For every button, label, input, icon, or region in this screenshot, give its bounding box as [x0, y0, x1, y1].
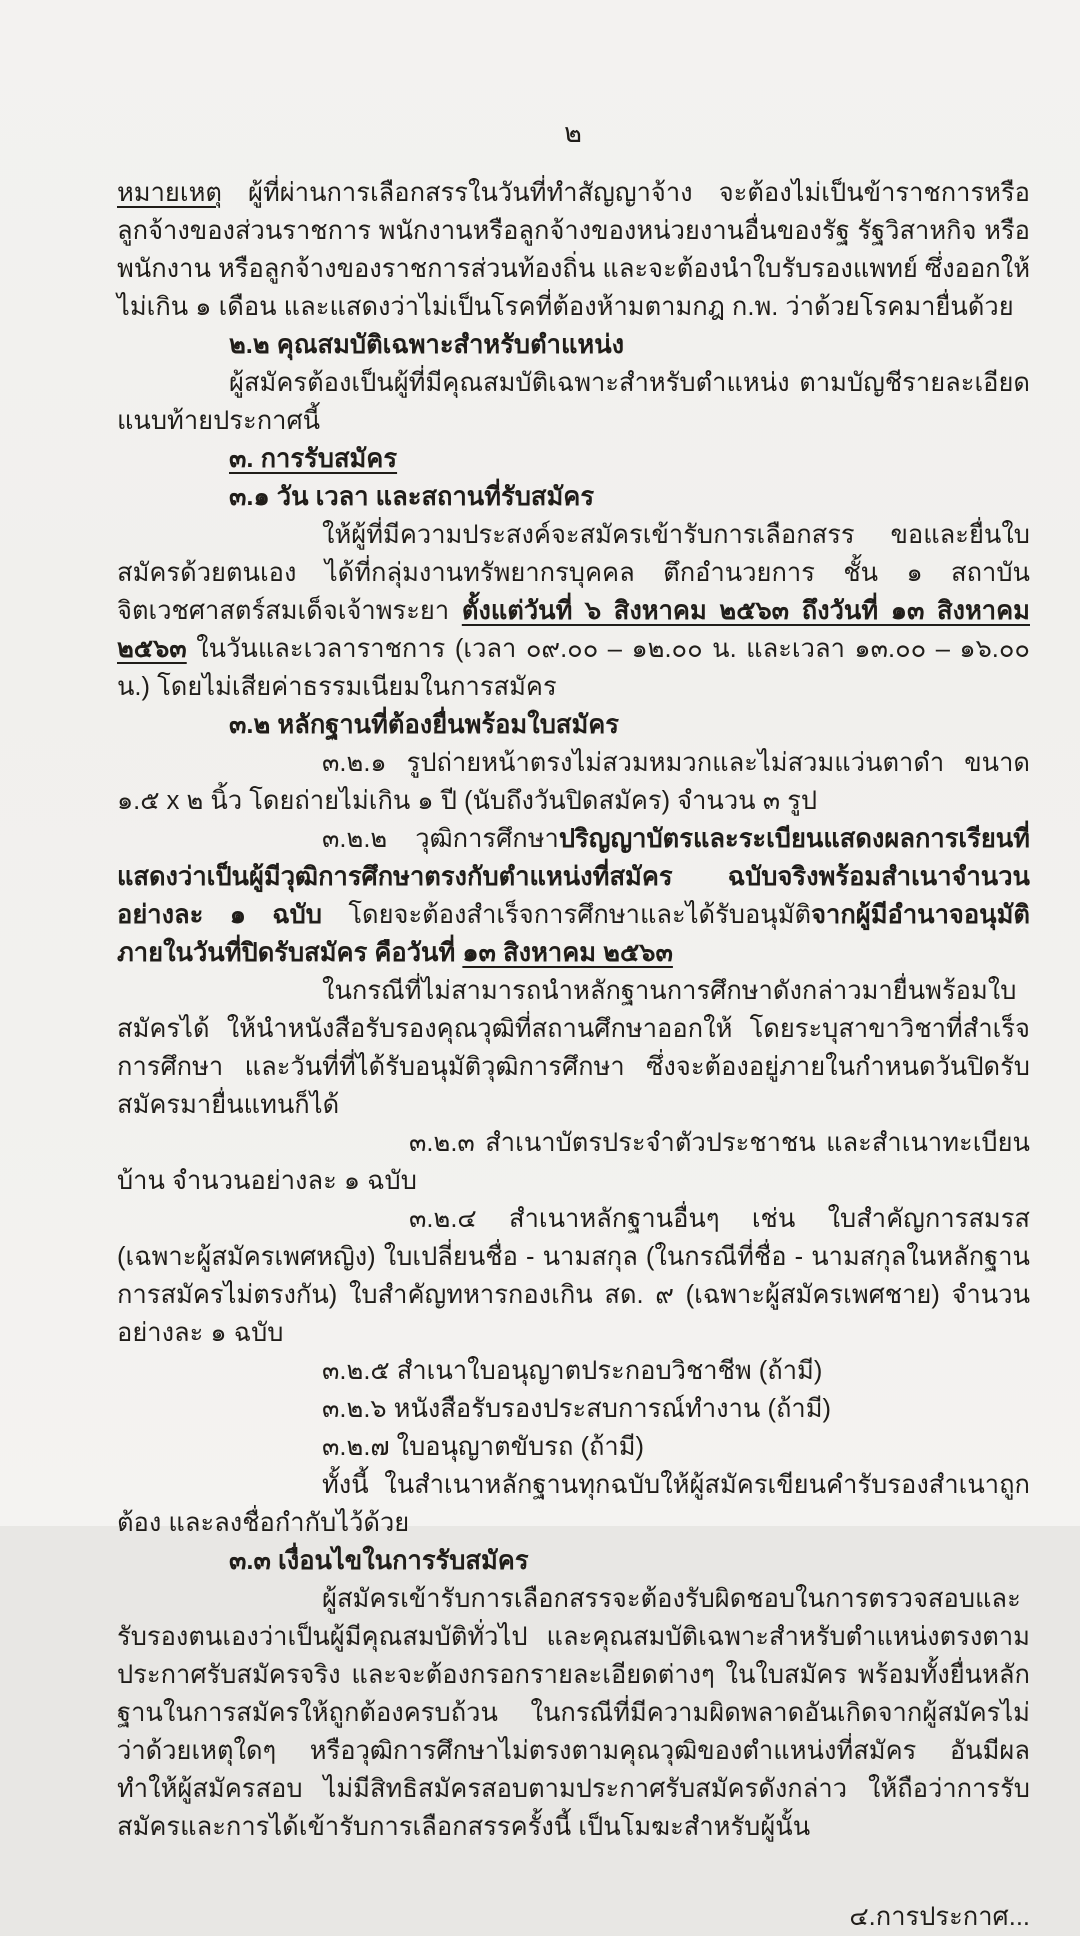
page-number: ๒ [564, 118, 583, 148]
text-run: ๓.๒.๗ ใบอนุญาตขับรถ (ถ้ามี) [322, 1433, 645, 1461]
text-run: ในวันและเวลาราชการ (เวลา ๐๙.๐๐ – ๑๒.๐๐ น. และเวลา ๑๓.๐๐ – ๑๖.๐๐ น.) โดยไม่เสียค่าธรรมเนียมในการสมัคร [117, 635, 1030, 701]
paragraph [117, 364, 1030, 440]
paragraph [117, 972, 1030, 1124]
paragraph [117, 1200, 1030, 1352]
text-run: ๓.๒.๓ สำเนาบัตรประจำตัวประชาชน และสำเนาทะเบียนบ้าน จำนวนอย่างละ ๑ ฉบับ [117, 1129, 1030, 1195]
paragraph [117, 706, 1030, 744]
text-run: ๓.๒.๕ สำเนาใบอนุญาตประกอบวิชาชีพ (ถ้ามี) [322, 1357, 823, 1385]
text-run: ปริญญาบัตรและระเบียนแสดงผลการเรียนที่แสดงว่าเป็นผู้มีวุฒิการศึกษาตรงกับตำแหน่งที่สมัคร ฉบับจริงพร้อมสำเนาจำนวนอย่างละ ๑ ฉบับ [117, 825, 1030, 929]
text-run: โดยจะต้องสำเร็จการศึกษาและได้รับอนุมัติ [348, 901, 812, 929]
text-run: ผู้ที่ผ่านการเลือกสรรในวันที่ทำสัญญาจ้าง จะต้องไม่เป็นข้าราชการหรือลูกจ้างของส่วนราชการ พนักงานหรือลูกจ้างของหน่วยงานอื่นของรัฐ รัฐวิสาหกิจ หรือพนักงาน หรือลูกจ้างของราชการส่วนท้องถิ่น และจะต้องนำใบรับรองแพทย์ ซึ่งออกให้ไม่เกิน ๑ เดือน และแสดงว่าไม่เป็นโรคที่ต้องห้ามตามกฎ ก.พ. ว่าด้วยโรคมายื่นด้วย [117, 179, 1031, 321]
text-run: ในกรณีที่ไม่สามารถนำหลักฐานการศึกษาดังกล่าวมายื่นพร้อมใบสมัครได้ ให้นำหนังสือรับรองคุณวุฒิที่สถานศึกษาออกให้ โดยระบุสาขาวิชาที่สำเร็จการศึกษา และวันที่ที่ได้รับอนุมัติวุฒิการศึกษา ซึ่งจะต้องอยู่ภายในกำหนดวันปิดรับสมัครมายื่นแทนก็ได้ [117, 977, 1030, 1119]
text-run: ๓.๒ หลักฐานที่ต้องยื่นพร้อมใบสมัคร [229, 711, 620, 739]
paragraph [117, 174, 1030, 326]
text-run: ๓.๓ เงื่อนไขในการรับสมัคร [229, 1547, 529, 1575]
continuation-note: ๔.การประกาศ... [849, 1903, 1030, 1931]
text-run: ๒.๒ คุณสมบัติเฉพาะสำหรับตำแหน่ง [229, 331, 625, 359]
text-run: ทั้งนี้ ในสำเนาหลักฐานทุกฉบับให้ผู้สมัครเขียนคำรับรองสำเนาถูกต้อง และลงชื่อกำกับไว้ด้วย [117, 1471, 1030, 1537]
document-body [117, 174, 1030, 1846]
paragraph [117, 326, 1030, 364]
paragraph [117, 1542, 1030, 1580]
text-run: จากผู้มีอำนาจอนุมัติ ภายในวันที่ปิดรับสมัคร คือวันที่ [117, 901, 1030, 967]
paragraph [117, 1124, 1030, 1200]
paragraph [117, 1580, 1030, 1846]
text-run: ๓. การรับสมัคร [229, 445, 398, 473]
paragraph [117, 516, 1030, 706]
paragraph [117, 744, 1030, 820]
text-run: ๓.๑ วัน เวลา และสถานที่รับสมัคร [229, 483, 595, 511]
paragraph [117, 1390, 1030, 1428]
text-run: ผู้สมัครเข้ารับการเลือกสรรจะต้องรับผิดชอบในการตรวจสอบและรับรองตนเองว่าเป็นผู้มีคุณสมบัติทั่วไป และคุณสมบัติเฉพาะสำหรับตำแหน่งตรงตามประกาศรับสมัครจริง และจะต้องกรอกรายละเอียดต่างๆ ในใบสมัคร พร้อมทั้งยื่นหลักฐานในการสมัครให้ถูกต้องครบถ้วน ในกรณีที่มีความผิดพลาดอันเกิดจากผู้สมัครไม่ว่าด้วยเหตุใดๆ หรือวุฒิการศึกษาไม่ตรงตามคุณวุฒิของตำแหน่งที่สมัคร อันมีผลทำให้ผู้สมัครสอบ ไม่มีสิทธิสมัครสอบตามประกาศรับสมัครดังกล่าว ให้ถือว่าการรับสมัครและการได้เข้ารับการเลือกสรรครั้งนี้ เป็นโมฆะสำหรับผู้นั้น [117, 1585, 1030, 1841]
text-run: ๓.๒.๒ วุฒิการศึกษา [322, 825, 559, 853]
paragraph [117, 440, 1030, 478]
paragraph [117, 1352, 1030, 1390]
paragraph [117, 820, 1030, 972]
paragraph [117, 1466, 1030, 1542]
text-run: หมายเหตุ [117, 179, 222, 207]
text-run: ๓.๒.๖ หนังสือรับรองประสบการณ์ทำงาน (ถ้ามี) [322, 1395, 832, 1423]
text-run: ให้ผู้ที่มีความประสงค์จะสมัครเข้ารับการเลือกสรร ขอและยื่นใบสมัครด้วยตนเอง ได้ที่กลุ่มงานทรัพยากรบุคคล ตึกอำนวยการ ชั้น ๑ สถาบันจิตเวชศาสตร์สมเด็จเจ้าพระยา [117, 521, 1030, 625]
text-run: ๑๓ สิงหาคม ๒๕๖๓ [462, 939, 673, 967]
text-run: ผู้สมัครต้องเป็นผู้ที่มีคุณสมบัติเฉพาะสำหรับตำแหน่ง ตามบัญชีรายละเอียดแนบท้ายประกาศนี้ [117, 369, 1030, 435]
paragraph [117, 1428, 1030, 1466]
text-run: ๓.๒.๑ รูปถ่ายหน้าตรงไม่สวมหมวกและไม่สวมแว่นตาดำ ขนาด ๑.๕ x ๒ นิ้ว โดยถ่ายไม่เกิน ๑ ปี (นับถึงวันปิดสมัคร) จำนวน ๓ รูป [117, 749, 1030, 815]
paragraph [117, 478, 1030, 516]
text-run: ตั้งแต่วันที่ ๖ สิงหาคม ๒๕๖๓ ถึงวันที่ ๑๓ สิงหาคม ๒๕๖๓ [117, 597, 1030, 663]
text-run: ๓.๒.๔ สำเนาหลักฐานอื่นๆ เช่น ใบสำคัญการสมรส (เฉพาะผู้สมัครเพศหญิง) ใบเปลี่ยนชื่อ - นามสกุล (ในกรณีที่ชื่อ - นามสกุลในหลักฐานการสมัครไม่ตรงกัน) ใบสำคัญทหารกองเกิน สด. ๙ (เฉพาะผู้สมัครเพศชาย) จำนวนอย่างละ ๑ ฉบับ [117, 1205, 1030, 1347]
